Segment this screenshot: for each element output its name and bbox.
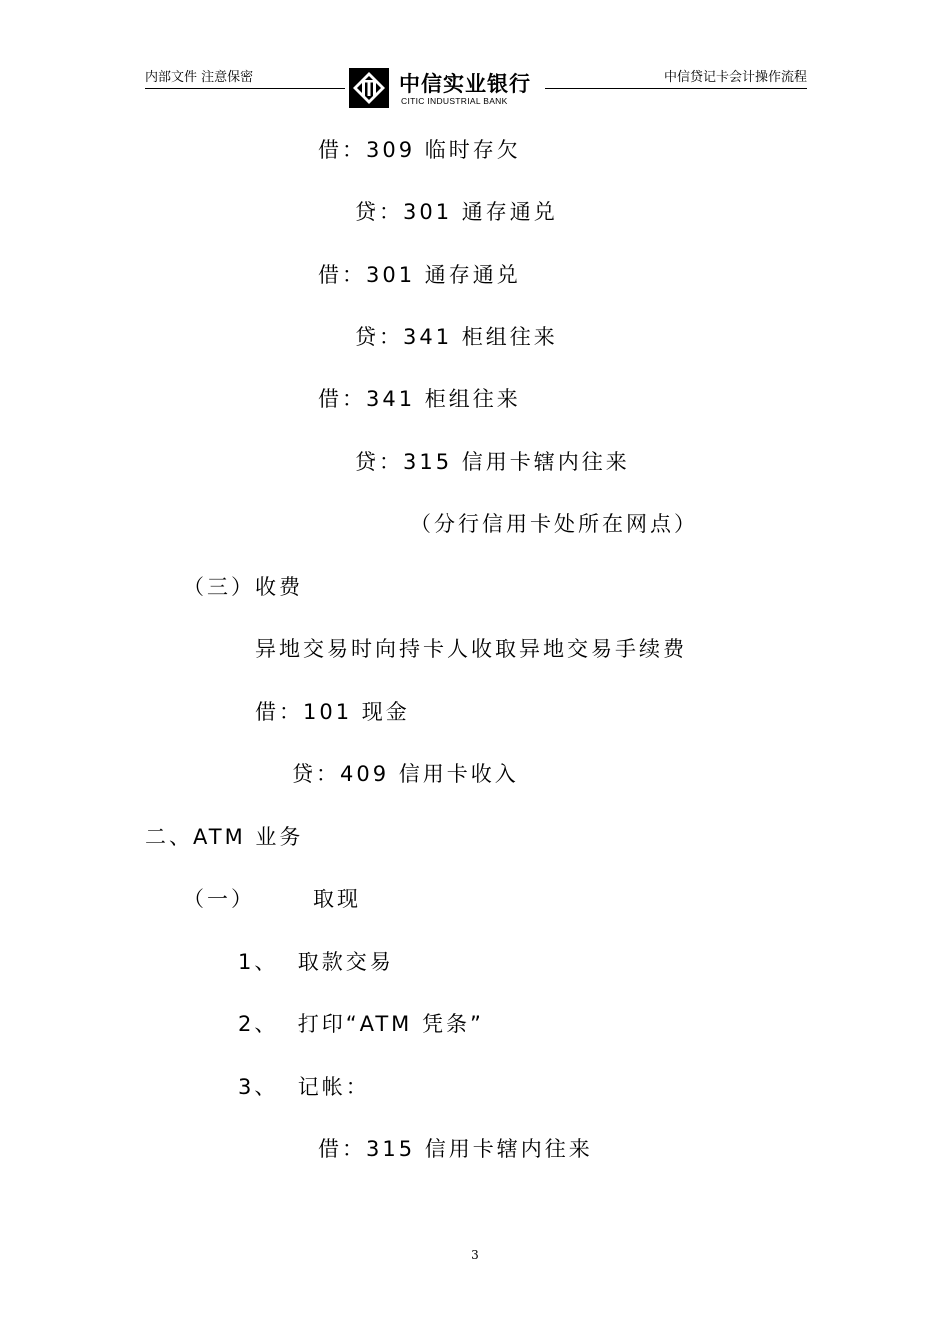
confidential-notice: 内部文件 注意保密: [145, 70, 254, 85]
logo-english-name: CITIC INDUSTRIAL BANK: [401, 96, 508, 106]
entry-credit-409: 贷：409 信用卡收入: [292, 762, 519, 786]
document-title: 中信贷记卡会计操作流程: [663, 70, 807, 85]
entry-debit-309: 借：309 临时存欠: [318, 138, 521, 162]
entry-credit-315: 贷：315 信用卡辖内往来: [355, 450, 630, 474]
citic-logo-icon: [349, 68, 389, 108]
page-header: [145, 60, 807, 114]
fee-description: 异地交易时向持卡人收取异地交易手续费: [255, 637, 687, 661]
step-1: 1、 取款交易: [238, 950, 394, 974]
section-heading-atm: 二、ATM 业务: [145, 825, 304, 849]
entry-debit-101: 借：101 现金: [255, 700, 410, 724]
logo-chinese-name: 中信实业银行: [399, 72, 531, 96]
step-2: 2、 打印“ATM 凭条”: [238, 1012, 484, 1036]
entry-note: （分行信用卡处所在网点）: [410, 512, 698, 536]
entry-credit-301: 贷：301 通存通兑: [355, 200, 558, 224]
subsection-heading-withdrawal: （一） 取现: [183, 887, 362, 911]
entry-debit-341: 借：341 柜组往来: [318, 387, 521, 411]
page-number: 3: [471, 1248, 479, 1262]
entry-credit-341: 贷：341 柜组往来: [355, 325, 558, 349]
entry-debit-315: 借：315 信用卡辖内往来: [318, 1137, 593, 1161]
entry-debit-301: 借：301 通存通兑: [318, 263, 521, 287]
bank-logo: [345, 66, 545, 112]
section-heading-fees: （三）收费: [183, 575, 303, 599]
step-3: 3、 记帐：: [238, 1075, 370, 1099]
